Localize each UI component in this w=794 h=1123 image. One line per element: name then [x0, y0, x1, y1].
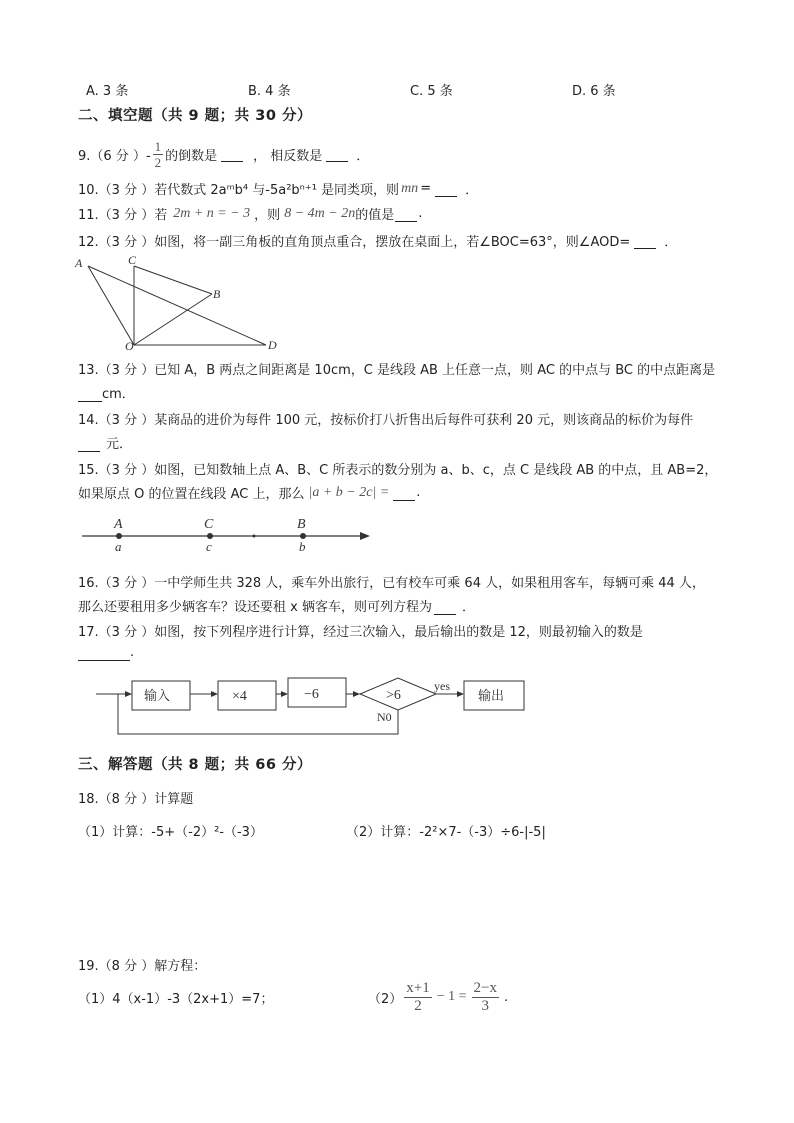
q11-expression-2: 8 − 4m − 2n: [284, 205, 356, 221]
question-17-line1: 17.（3 分 ）如图，按下列程序进行计算，经过三次输入，最后输出的数是 12，则最初输入的数是: [78, 625, 643, 640]
flow-condition-label: >6: [386, 688, 401, 703]
q9-fraction: $\frac{1}{2}$: [154, 138, 162, 170]
value-a-label: a: [115, 539, 122, 554]
q10-expression: mn: [401, 180, 419, 196]
point-C-label: C: [204, 517, 214, 532]
question-19-part1: （1）4（x-1）-3（2x+1）=7；: [78, 992, 274, 1007]
flow-times-label: ×4: [232, 689, 247, 704]
q19-fraction-1: $\frac{x+1}{2}$: [406, 979, 430, 1014]
section-3-title: 三、解答题（共 8 题；共 66 分）: [78, 757, 312, 773]
flow-yes-label: yes: [434, 679, 450, 693]
q11-expression-1: 2m + n = − 3: [173, 205, 251, 221]
q15-expression: |a + b − 2c| =: [308, 484, 390, 500]
q11-blank[interactable]: [395, 206, 417, 222]
label-d: D: [268, 338, 277, 352]
q12-blank[interactable]: [634, 233, 656, 249]
question-12: 12.（3 分 ）如图，将一副三角板的直角顶点重合，摆放在桌面上，若∠BOC=63°，则∠AOD= ．: [78, 231, 677, 250]
flow-minus-label: −6: [304, 687, 319, 702]
question-18-title: 18.（8 分 ）计算题: [78, 792, 194, 807]
flow-no-label: N0: [377, 710, 392, 724]
q9-text2: ， 相反数是: [253, 148, 323, 164]
option-b: B. 4 条: [248, 84, 291, 99]
question-18-part1: （1）计算：-5+（-2）²-（-3）: [78, 825, 263, 840]
q9-text1: 的倒数是: [165, 148, 218, 164]
question-14-line1: 14.（3 分 ）某商品的进价为每件 100 元，按标价打八折售出后每件可获利 20 元，则该商品的标价为每件: [78, 413, 694, 428]
q9-blank-2[interactable]: [326, 146, 348, 162]
q13-blank[interactable]: [78, 383, 102, 402]
question-9: 9.（6 分 ）- $\frac{1}{2}$ 的倒数是 ， 相反数是 ．: [78, 138, 370, 170]
question-15-line2: 如果原点 O 的位置在线段 AC 上，那么 |a + b − 2c| = .: [78, 484, 421, 502]
q16-blank[interactable]: [434, 596, 456, 615]
question-16-line2: 那么还要租用多少辆客车？设还要租 x 辆客车，则可列方程为 ．: [78, 596, 475, 615]
point-B-label: B: [297, 517, 306, 532]
label-c: C: [128, 253, 137, 267]
option-a: A. 3 条: [86, 84, 129, 99]
q19-fraction-2: $\frac{2-x}{3}$: [473, 979, 498, 1014]
question-11: 11.（3 分 ）若 2m + n = − 3 ，则 8 − 4m − 2n 的值是 .: [78, 205, 423, 223]
point-A-label: A: [114, 517, 123, 532]
question-19-part2: （2） $\frac{x+1}{2}$ − 1 = $\frac{2-x}{3}$ .: [368, 979, 509, 1014]
question-14-line2: 元．: [78, 433, 132, 452]
number-line-figure: [78, 514, 378, 556]
option-c: C. 5 条: [410, 84, 453, 99]
question-13-line2: cm．: [78, 383, 135, 402]
question-17-line2: .: [78, 645, 134, 661]
section-2-title: 二、填空题（共 9 题；共 30 分）: [78, 108, 312, 124]
label-a: A: [75, 256, 83, 270]
question-10: 10.（3 分 ）若代数式 2aᵐb⁴ 与-5a²bⁿ⁺¹ 是同类项，则 mn = ．: [78, 180, 479, 198]
q9-prefix: 9.（6 分 ）-: [78, 148, 151, 164]
q17-blank[interactable]: [78, 645, 130, 661]
flow-times-box: [218, 681, 276, 710]
label-b: B: [213, 287, 221, 301]
flow-output-label: 输出: [478, 688, 505, 703]
flowchart-figure: [92, 673, 532, 741]
question-15-line1: 15.（3 分 ）如图，已知数轴上点 A、B、C 所表示的数分别为 a、b、c，点 C 是线段 AB 的中点，且 AB=2，: [78, 463, 718, 478]
question-13-line1: 13.（3 分 ）已知 A，B 两点之间距离是 10cm，C 是线段 AB 上任意一点，则 AC 的中点与 BC 的中点距离是: [78, 363, 716, 378]
triangle-figure: [70, 252, 290, 352]
q14-blank[interactable]: [78, 433, 100, 452]
question-18-part2: （2）计算：-2²×7-（-3）÷6-|-5|: [346, 825, 546, 840]
flow-input-label: 输入: [144, 688, 171, 703]
q9-blank-1[interactable]: [221, 146, 243, 162]
label-o: O: [125, 339, 134, 352]
question-19-title: 19.（8 分 ）解方程：: [78, 959, 207, 974]
option-d: D. 6 条: [572, 84, 616, 99]
q10-blank[interactable]: [435, 181, 457, 197]
q15-blank[interactable]: [393, 485, 415, 501]
value-c-label: c: [206, 539, 212, 554]
question-16-line1: 16.（3 分 ）一中学师生共 328 人，乘车外出旅行，已有校车可乘 64 人，如果租用客车，每辆可乘 44 人，: [78, 576, 705, 591]
value-b-label: b: [299, 539, 306, 554]
